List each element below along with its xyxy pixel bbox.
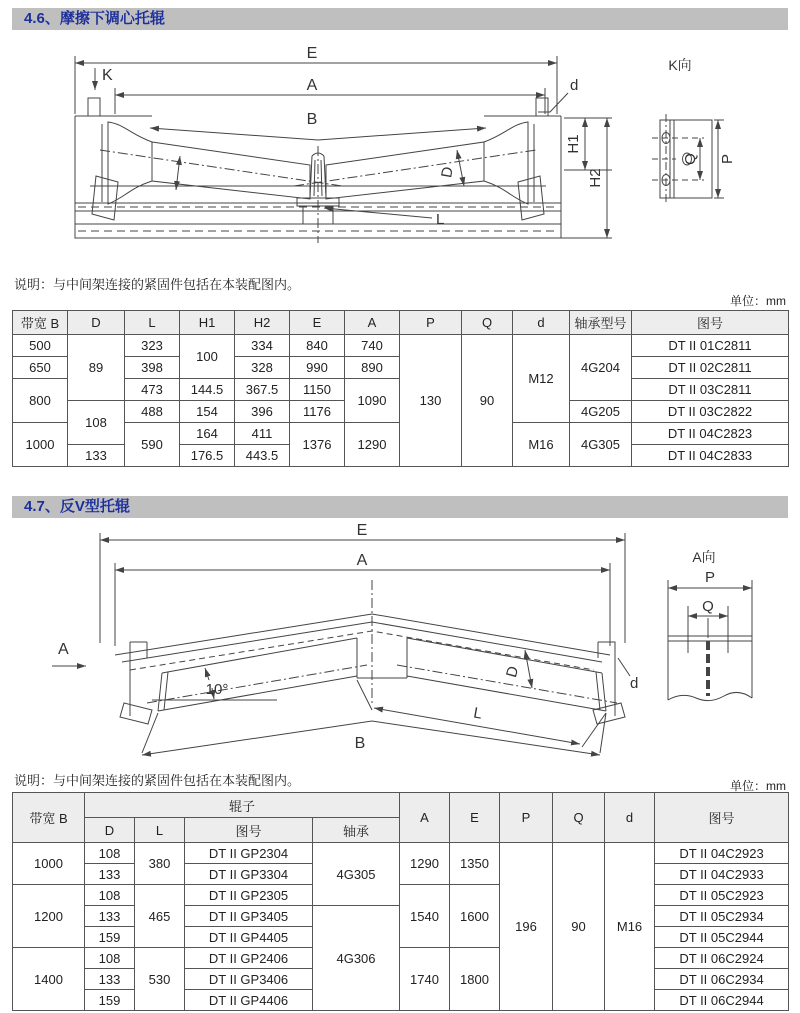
cell: 130 [400, 335, 462, 467]
cell: 488 [125, 401, 180, 423]
col-header: D [85, 818, 135, 843]
cell: DT II GP2305 [185, 885, 313, 906]
cell: DT II 06C2934 [655, 969, 789, 990]
cell: DT II 06C2924 [655, 948, 789, 969]
table-row [13, 335, 789, 357]
dim-E-label: E [356, 522, 368, 539]
cell: 133 [85, 969, 135, 990]
dim-P-label: P [719, 153, 736, 165]
a-view-labels [692, 549, 715, 615]
assembly-note: 说明：与中间架连接的紧固件包括在本装配图内。 [14, 773, 301, 788]
col-header: E [290, 311, 345, 335]
cell: 398 [125, 357, 180, 379]
dim-A-label: A [306, 77, 318, 94]
col-header: 轴承 [313, 818, 400, 843]
cell: 4G306 [313, 906, 400, 1011]
cell: 133 [85, 864, 135, 885]
col-header: P [500, 793, 553, 843]
cell: 1176 [290, 401, 345, 423]
col-header: E [450, 793, 500, 843]
dim-angle-label: 10° [205, 681, 229, 698]
cell: M16 [513, 423, 570, 467]
dimension-labels [58, 522, 638, 752]
cell: 396 [235, 401, 290, 423]
cell: 144.5 [180, 379, 235, 401]
dim-d-label: d [570, 77, 579, 94]
table-row [13, 885, 789, 906]
col-header: Q [462, 311, 513, 335]
cell: DT II 05C2944 [655, 927, 789, 948]
cell: 1600 [450, 885, 500, 948]
col-header: P [400, 311, 462, 335]
cell: 990 [290, 357, 345, 379]
cell: 1376 [290, 423, 345, 467]
cell: 196 [500, 843, 553, 1011]
unit-label: 单位：mm [730, 779, 786, 793]
cell: 90 [553, 843, 605, 1011]
dimension-labels [102, 45, 604, 228]
dim-H1-label: H1 [565, 134, 582, 154]
cell: 650 [13, 357, 68, 379]
cell: DT II 05C2923 [655, 885, 789, 906]
cell: 1400 [13, 948, 85, 1011]
cell: 1090 [345, 379, 400, 423]
cell: 411 [235, 423, 290, 445]
cell: DT II GP2304 [185, 843, 313, 864]
cell: 108 [85, 885, 135, 906]
cell: 108 [85, 948, 135, 969]
table-header-row [13, 311, 789, 335]
col-header: 带宽 B [13, 793, 85, 843]
cell: 1290 [400, 843, 450, 885]
unit-label: 单位：mm [730, 294, 786, 308]
cell: 1350 [450, 843, 500, 885]
cell: 108 [85, 843, 135, 864]
cell: 380 [135, 843, 185, 885]
cell: 473 [125, 379, 180, 401]
section-title-4-6: 4.6、摩擦下调心托辊 [12, 8, 788, 30]
col-header: A [345, 311, 400, 335]
col-header: H1 [180, 311, 235, 335]
table-row [13, 843, 789, 864]
cell: 133 [68, 445, 125, 467]
cell: 159 [85, 990, 135, 1011]
cell: DT II GP4405 [185, 927, 313, 948]
spec-table-inverted-v-idler [12, 792, 789, 1011]
cell: DT II 04C2823 [632, 423, 789, 445]
col-header: L [125, 311, 180, 335]
cell: 500 [13, 335, 68, 357]
k-view-title: K向 [668, 57, 692, 73]
dim-K-label: K [102, 67, 113, 84]
table-row [13, 948, 789, 969]
col-header: Q [553, 793, 605, 843]
col-header: 轴承型号 [570, 311, 632, 335]
cell: DT II GP3406 [185, 969, 313, 990]
col-header-group: 辊子 [85, 793, 400, 818]
dim-Q-label: Q [682, 153, 699, 165]
cell: 1290 [345, 423, 400, 467]
friction-aligning-idler-drawing [12, 38, 788, 272]
dim-L-label: L [436, 211, 445, 228]
cell: 323 [125, 335, 180, 357]
dim-B-label: B [354, 735, 366, 752]
cell: 100 [180, 335, 235, 379]
cell: 590 [125, 423, 180, 467]
cell: 4G305 [313, 843, 400, 906]
cell: 840 [290, 335, 345, 357]
center-pivot [297, 146, 339, 243]
col-header: 带宽 B [13, 311, 68, 335]
cell: 740 [345, 335, 400, 357]
cell: 1740 [400, 948, 450, 1011]
dim-d-label: d [630, 675, 639, 692]
dim-Q-label: Q [702, 598, 714, 615]
cell: 159 [85, 927, 135, 948]
dim-B-label: B [306, 111, 318, 128]
cell: DT II 03C2811 [632, 379, 789, 401]
cell: DT II GP3304 [185, 864, 313, 885]
cell: 334 [235, 335, 290, 357]
cell: 4G204 [570, 335, 632, 401]
cell: 154 [180, 401, 235, 423]
cell: 328 [235, 357, 290, 379]
assembly-note: 说明：与中间架连接的紧固件包括在本装配图内。 [14, 277, 301, 292]
dim-P-label: P [704, 569, 716, 586]
cell: DT II GP4406 [185, 990, 313, 1011]
cell: DT II 02C2811 [632, 357, 789, 379]
k-view-labels [668, 57, 736, 165]
col-header: D [68, 311, 125, 335]
cell: 164 [180, 423, 235, 445]
cell: 530 [135, 948, 185, 1011]
cell: 1540 [400, 885, 450, 948]
cell: 1000 [13, 843, 85, 885]
cell: 1800 [450, 948, 500, 1011]
cell: 465 [135, 885, 185, 948]
cell: 1150 [290, 379, 345, 401]
cell: 133 [85, 906, 135, 927]
col-header: 图号 [185, 818, 313, 843]
col-header: H2 [235, 311, 290, 335]
cell: M16 [605, 843, 655, 1011]
cell: DT II GP2406 [185, 948, 313, 969]
cell: DT II 03C2822 [632, 401, 789, 423]
cell: DT II 04C2933 [655, 864, 789, 885]
cell: 1000 [13, 423, 68, 467]
spec-table-friction-aligning-idler [12, 310, 789, 467]
cell: 890 [345, 357, 400, 379]
col-header: 图号 [632, 311, 789, 335]
inverted-v-idler-drawing [12, 518, 788, 768]
cell: 800 [13, 379, 68, 423]
view-direction-label: A [58, 641, 69, 658]
dim-H2-label: H2 [587, 168, 604, 188]
dim-L-label: L [472, 704, 484, 723]
dim-D-label: D [438, 165, 457, 180]
dim-A-label: A [356, 552, 368, 569]
col-header: 图号 [655, 793, 789, 843]
cell: DT II 04C2833 [632, 445, 789, 467]
cell: DT II 06C2944 [655, 990, 789, 1011]
cell: 176.5 [180, 445, 235, 467]
cell: DT II 01C2811 [632, 335, 789, 357]
section-title-4-7: 4.7、反V型托辊 [12, 496, 788, 518]
cell: 89 [68, 335, 125, 401]
cell: 90 [462, 335, 513, 467]
col-header: L [135, 818, 185, 843]
col-header: A [400, 793, 450, 843]
cell: 108 [68, 401, 125, 445]
cell: 4G205 [570, 401, 632, 423]
table-header-row [13, 793, 789, 818]
frame-and-belt [115, 580, 625, 724]
cell: 1200 [13, 885, 85, 948]
col-header: d [513, 311, 570, 335]
dim-D-label: D [503, 664, 523, 680]
cell: 4G305 [570, 423, 632, 467]
cell: DT II 05C2934 [655, 906, 789, 927]
cell: DT II 04C2923 [655, 843, 789, 864]
cell: DT II GP3405 [185, 906, 313, 927]
col-header: d [605, 793, 655, 843]
cell: 443.5 [235, 445, 290, 467]
cell: M12 [513, 335, 570, 423]
dim-E-label: E [306, 45, 318, 62]
cell: 367.5 [235, 379, 290, 401]
a-view-title: A向 [692, 549, 716, 565]
